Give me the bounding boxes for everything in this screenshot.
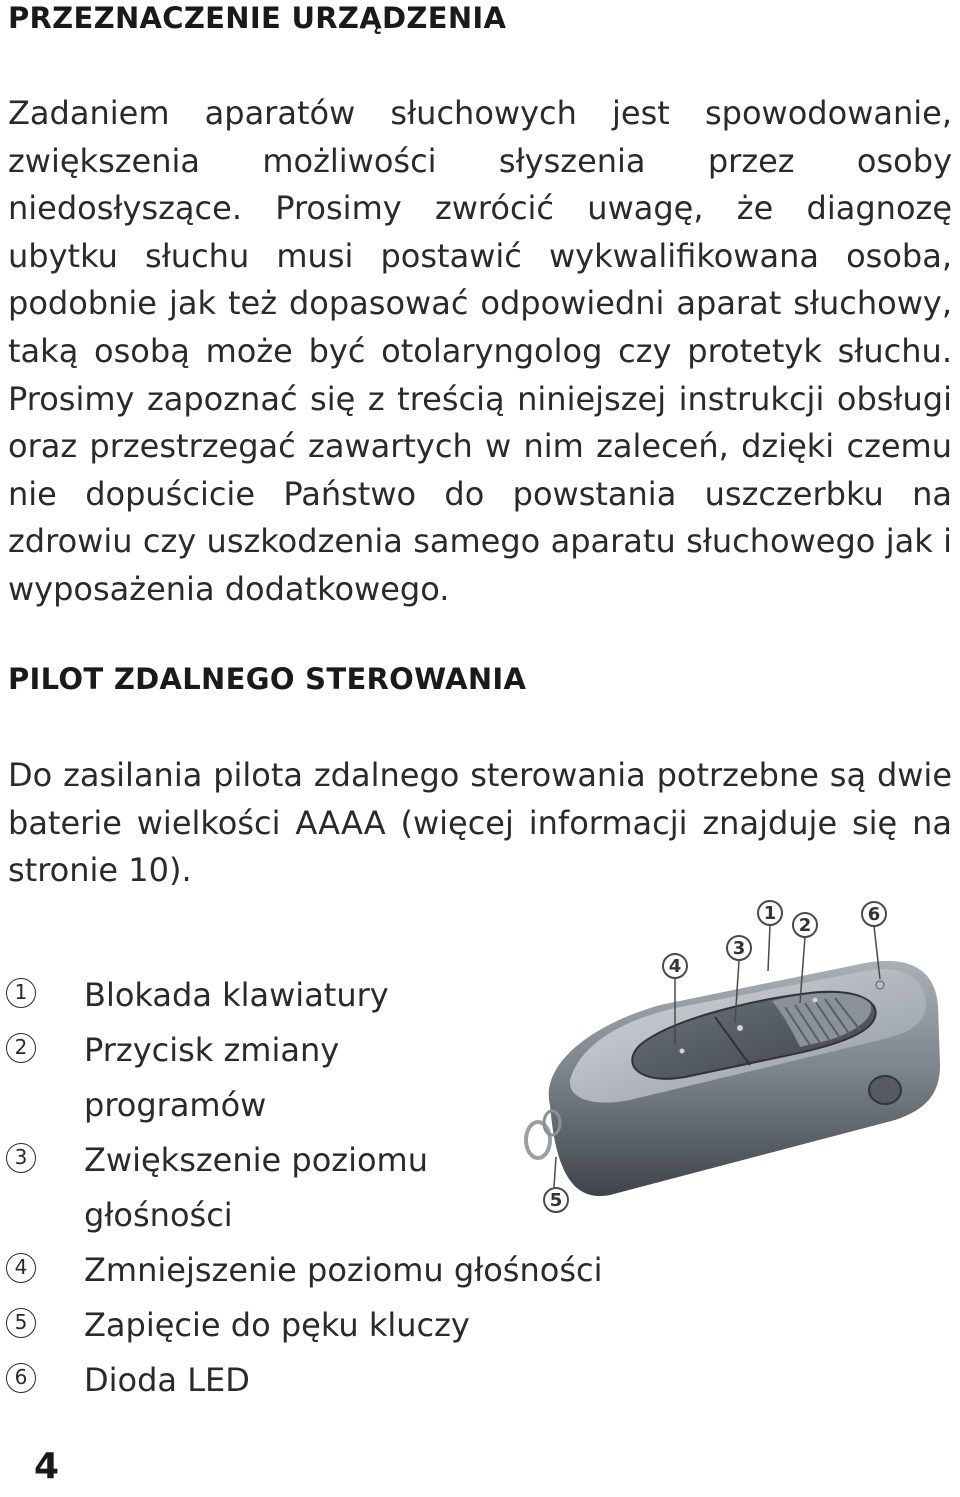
legend-label: Blokada klawiatury	[84, 976, 389, 1014]
legend-number: 5	[6, 1308, 36, 1338]
legend-number: 6	[6, 1363, 36, 1393]
callout-5	[544, 1188, 568, 1212]
legend-label: Przycisk zmiany	[84, 1031, 340, 1069]
svg-text:5: 5	[549, 1190, 563, 1211]
callout-4	[663, 954, 687, 978]
section-body-purpose: Zadaniem aparatów słuchowych jest spowodowanie, zwiększenia możliwości słyszenia przez osoby niedosłyszące. Prosimy zwrócić uwagę, że diagnozę ubytku słuchu musi postawić wykwalifikowana osoba, podobnie jak też dopasować odpowiedni aparat słuchowy, taką osobą może być otolaryngolog czy protetyk słuchu. Prosimy zapoznać się z treścią niniejszej instrukcji obsługi oraz przestrzegać zawartych w nim zaleceń, dzięki czemu nie dopuścicie Państwo do powstania uszczerbku na zdrowiu czy uszkodzenia samego aparatu słuchowego jak i wyposażenia dodatkowego.	[8, 94, 952, 608]
legend-label: Zmniejszenie poziomu głośności	[84, 1251, 603, 1289]
section-title-remote: PILOT ZDALNEGO STEROWANIA	[8, 662, 527, 696]
svg-text:6: 6	[867, 904, 881, 925]
svg-text:1: 1	[763, 903, 777, 924]
lock-mark	[813, 998, 818, 1003]
volume-up-mark	[737, 1025, 743, 1031]
section-title-purpose: PRZEZNACZENIE URZĄDZENIA	[8, 1, 507, 35]
callout-3	[727, 936, 751, 960]
volume-down-mark	[680, 1049, 685, 1054]
legend-number: 1	[6, 978, 36, 1008]
legend-number: 2	[6, 1033, 36, 1063]
legend-label-cont: programów	[84, 1086, 267, 1124]
legend-label: Zapięcie do pęku kluczy	[84, 1306, 470, 1344]
svg-text:3: 3	[732, 938, 746, 959]
side-button	[869, 1076, 901, 1104]
legend-label: Dioda LED	[84, 1361, 250, 1399]
legend-number: 4	[6, 1253, 36, 1283]
svg-text:4: 4	[668, 956, 682, 977]
section-body-remote: Do zasilania pilota zdalnego sterowania potrzebne są dwie baterie wielkości AAAA (więcej informacji znajduje się na stronie 10).	[8, 756, 952, 890]
remote-control-illustration	[510, 895, 950, 1225]
legend-label-cont: głośności	[84, 1196, 233, 1234]
led-icon	[876, 981, 884, 989]
svg-text:2: 2	[798, 915, 812, 936]
callout-2	[793, 913, 817, 937]
callout-1	[758, 901, 782, 925]
callout-6	[862, 902, 886, 926]
page-number: 4	[34, 1446, 60, 1487]
legend-number: 3	[6, 1143, 36, 1173]
legend-label: Zwiększenie poziomu	[84, 1141, 428, 1179]
